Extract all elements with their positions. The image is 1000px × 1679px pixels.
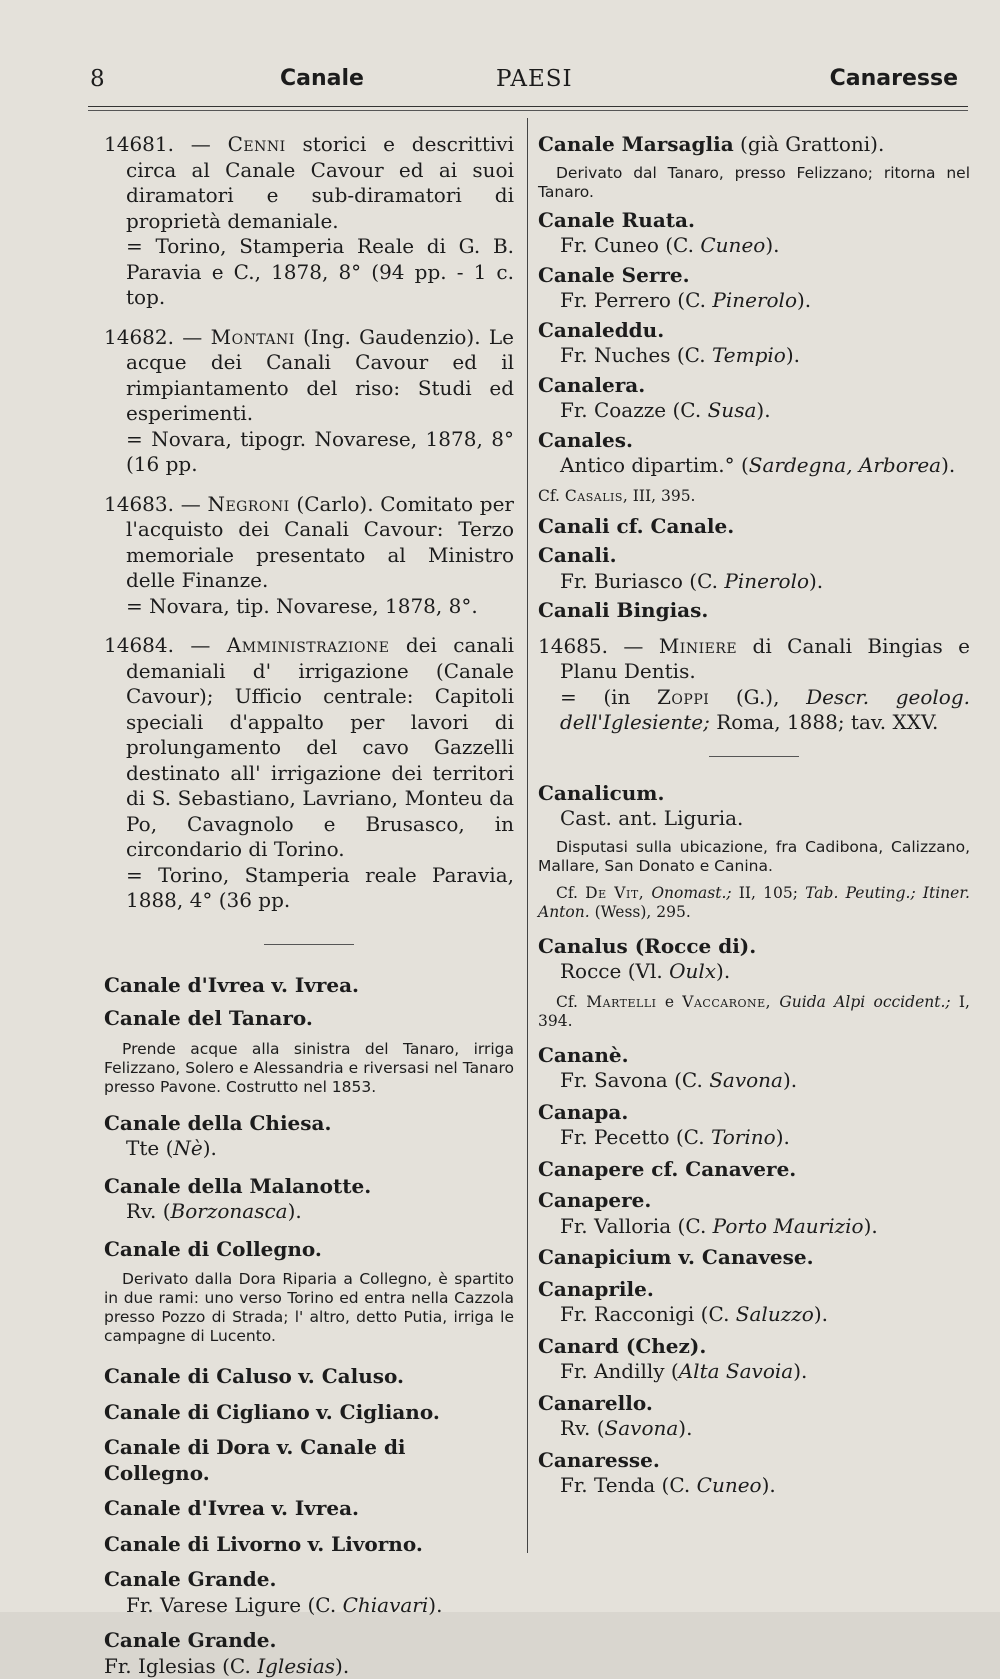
entry-canali-bingias: Canali Bingias. bbox=[538, 598, 970, 624]
entry-14682: 14682. — Montani (Ing. Gaudenzio). Le acque dei Canali Cavour ed il rimpiantamento del riso: Studi ed esperimenti. bbox=[104, 325, 514, 427]
entry-crossref: Cf. Casalis, III, 395. bbox=[538, 487, 970, 506]
right-column bbox=[538, 130, 970, 1499]
entry-location: Fr. Pecetto (C. Torino). bbox=[538, 1125, 970, 1151]
entry-canalus: Canalus (Rocce di). bbox=[538, 934, 970, 960]
entry-description: Derivato dal Tanaro, presso Felizzano; ritorna nel Tanaro. bbox=[538, 164, 970, 202]
entry-canales: Canales. bbox=[538, 428, 970, 454]
entry-location: Rocce (Vl. Oulx). bbox=[538, 959, 970, 985]
entry-canale-serre: Canale Serre. bbox=[538, 263, 970, 289]
entry-location: Fr. Savona (C. Savona). bbox=[538, 1068, 970, 1094]
entry-canale-ivrea: Canale d'Ivrea v. Ivrea. bbox=[104, 973, 514, 999]
left-column bbox=[104, 130, 514, 1679]
entry-location: Tte (Nè). bbox=[104, 1136, 514, 1162]
entry-canaprile: Canaprile. bbox=[538, 1277, 970, 1303]
entry-location: Antico dipartim.° (Sardegna, Arborea). bbox=[538, 453, 970, 479]
entry-location: Fr. Perrero (C. Pinerolo). bbox=[538, 288, 970, 314]
entry-description: Prende acque alla sinistra del Tanaro, irriga Felizzano, Solero e Alessandria e riversasi nel Tanaro presso Pavone. Costrutto nel 1853. bbox=[104, 1040, 514, 1097]
entry-canapicium: Canapicium v. Canavese. bbox=[538, 1245, 970, 1271]
entry-14683: 14683. — Negroni (Carlo). Comitato per l'acquisto dei Canali Cavour: Terzo memoriale presentato al Ministro delle Finanze. bbox=[104, 492, 514, 594]
entry-author: Cenni bbox=[228, 132, 286, 156]
entry-location: Rv. (Borzonasca). bbox=[104, 1199, 514, 1225]
entry-author: Amministrazione bbox=[227, 633, 390, 657]
entry-canale-livorno: Canale di Livorno v. Livorno. bbox=[104, 1532, 514, 1558]
entry-14685: 14685. — Miniere di Canali Bingias e Planu Dentis. bbox=[538, 634, 970, 685]
column-divider bbox=[527, 118, 528, 1553]
entry-imprint: = Novara, tip. Novarese, 1878, 8°. bbox=[104, 594, 514, 620]
entry-imprint: = Torino, Stamperia reale Paravia, 1888, 4° (36 pp. bbox=[104, 863, 514, 914]
entry-canalera: Canalera. bbox=[538, 373, 970, 399]
page-header bbox=[88, 64, 968, 100]
separator-rule bbox=[709, 756, 799, 757]
entry-location: Fr. Tenda (C. Cuneo). bbox=[538, 1473, 970, 1499]
entry-canale-marsaglia: Canale Marsaglia (già Grattoni). bbox=[538, 132, 970, 158]
entry-canale-grande-1: Canale Grande. bbox=[104, 1567, 514, 1593]
entry-canaresse: Canaresse. bbox=[538, 1448, 970, 1474]
entry-canaleddu: Canaleddu. bbox=[538, 318, 970, 344]
entry-canane: Cananè. bbox=[538, 1043, 970, 1069]
entry-canapa: Canapa. bbox=[538, 1100, 970, 1126]
entry-location: Fr. Iglesias (C. Iglesias). bbox=[104, 1654, 514, 1679]
entry-crossref: Cf. Martelli e Vaccarone, Guida Alpi occident.; I, 394. bbox=[538, 993, 970, 1031]
header-rule-thin bbox=[88, 110, 968, 111]
left-running-head: Canale bbox=[280, 66, 364, 91]
right-running-head: Canaresse bbox=[830, 66, 958, 91]
entry-14684: 14684. — Amministrazione dei canali demaniali d' irrigazione (Canale Cavour); Ufficio centrale: Capitoli speciali d'appalto per lavori di prolungamento del cavo Gazzelli destinato all' irrigazione dei territori di S. Sebastiano, Lavriano, Monteu da Po, Cavagnolo e Brusasco, in circondario di Torino. bbox=[104, 633, 514, 863]
entry-location: Cast. ant. Liguria. bbox=[538, 806, 970, 832]
entry-location: Fr. Valloria (C. Porto Maurizio). bbox=[538, 1214, 970, 1240]
entry-author: Montani bbox=[211, 325, 295, 349]
entry-location: Fr. Nuches (C. Tempio). bbox=[538, 343, 970, 369]
entry-canale-dora: Canale di Dora v. Canale di Collegno. bbox=[104, 1435, 514, 1486]
entry-canale-collegno: Canale di Collegno. bbox=[104, 1237, 514, 1263]
entry-canale-ruata: Canale Ruata. bbox=[538, 208, 970, 234]
entry-canale-caluso: Canale di Caluso v. Caluso. bbox=[104, 1364, 514, 1390]
entry-description: Disputasi sulla ubicazione, fra Cadibona, Calizzano, Mallare, San Donato e Canina. bbox=[538, 838, 970, 876]
entry-canale-chiesa: Canale della Chiesa. bbox=[104, 1111, 514, 1137]
entry-canale-tanaro: Canale del Tanaro. bbox=[104, 1006, 514, 1032]
entry-canale-malanotte: Canale della Malanotte. bbox=[104, 1174, 514, 1200]
entry-location: Fr. Cuneo (C. Cuneo). bbox=[538, 233, 970, 259]
entry-imprint: = Torino, Stamperia Reale di G. B. Paravia e C., 1878, 8° (94 pp. - 1 c. top. bbox=[104, 234, 514, 311]
entry-canard: Canard (Chez). bbox=[538, 1334, 970, 1360]
entry-canapere-cf: Canapere cf. Canavere. bbox=[538, 1157, 970, 1183]
entry-canale-ivrea-2: Canale d'Ivrea v. Ivrea. bbox=[104, 1496, 514, 1522]
entry-imprint: = (in Zoppi (G.), Descr. geolog. dell'Iglesiente; Roma, 1888; tav. XXV. bbox=[538, 685, 970, 736]
entry-canali: Canali. bbox=[538, 543, 970, 569]
entry-location: Fr. Racconigi (C. Saluzzo). bbox=[538, 1302, 970, 1328]
section-title: PAESI bbox=[496, 66, 573, 92]
entry-canalicum: Canalicum. bbox=[538, 781, 970, 807]
entry-canali-cf: Canali cf. Canale. bbox=[538, 514, 970, 540]
entry-location: Fr. Varese Ligure (C. Chiavari). bbox=[104, 1593, 514, 1619]
entry-canale-cigliano: Canale di Cigliano v. Cigliano. bbox=[104, 1400, 514, 1426]
entry-canale-grande-2: Canale Grande. bbox=[104, 1628, 514, 1654]
entry-imprint: = Novara, tipogr. Novarese, 1878, 8° (16 pp. bbox=[104, 427, 514, 478]
entry-location: Fr. Coazze (C. Susa). bbox=[538, 398, 970, 424]
entry-crossref: Cf. De Vit, Onomast.; II, 105; Tab. Peuting.; Itiner. Anton. (Wess), 295. bbox=[538, 884, 970, 922]
header-rule bbox=[88, 106, 968, 107]
entry-author: Negroni bbox=[207, 492, 289, 516]
entry-location: Rv. (Savona). bbox=[538, 1416, 970, 1442]
entry-14681: 14681. — Cenni storici e descrittivi circa al Canale Cavour ed ai suoi diramatori e sub-diramatori di proprietà demaniale. bbox=[104, 132, 514, 234]
entry-author: Miniere bbox=[659, 634, 737, 658]
entry-location: Fr. Buriasco (C. Pinerolo). bbox=[538, 569, 970, 595]
page-number: 8 bbox=[90, 66, 105, 92]
entry-canapere: Canapere. bbox=[538, 1188, 970, 1214]
entry-location: Fr. Andilly (Alta Savoia). bbox=[538, 1359, 970, 1385]
entry-canarello: Canarello. bbox=[538, 1391, 970, 1417]
separator-rule bbox=[264, 944, 354, 945]
entry-description: Derivato dalla Dora Riparia a Collegno, è spartito in due rami: uno verso Torino ed entra nella Cazzola presso Pozzo di Strada; l' altro, detto Putia, irriga le campagne di Lucento. bbox=[104, 1270, 514, 1346]
